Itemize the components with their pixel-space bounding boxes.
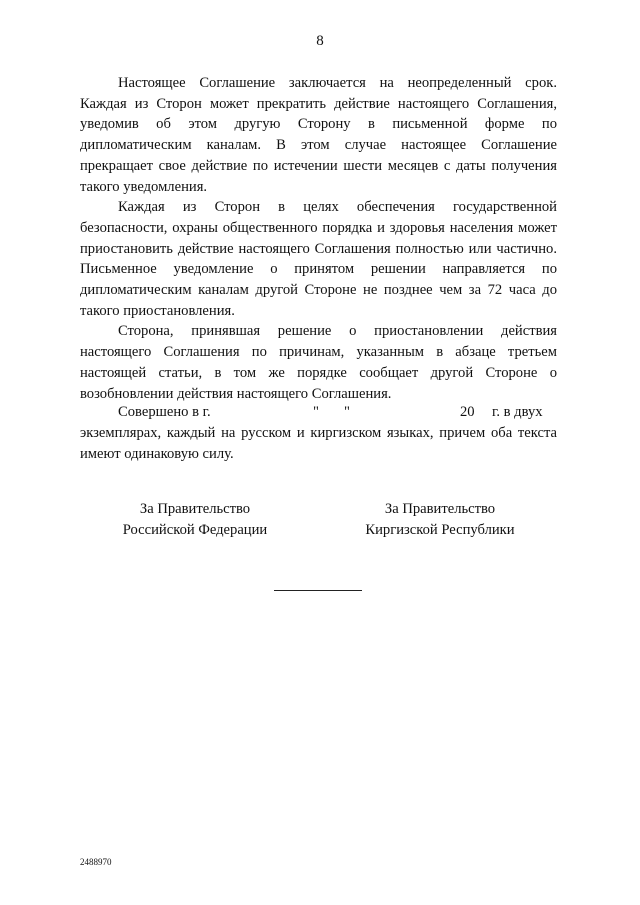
paragraph-suspension: Каждая из Сторон в целях обеспечения государственной безопасности, охраны общественного порядка и здоровья населения может приостановить действие настоящего Соглашения полностью или частично. Письменное уведомление о принятом решении направляется по дипломатическим каналам другой Стороне не позднее чем за 72 часа до такого приостановления. xyxy=(80,199,557,319)
date-quote-close: " xyxy=(344,404,350,420)
closing-rest: экземплярах, каждый на русском и киргизском языках, причем оба текста имеют одинаковую силу. xyxy=(80,425,557,462)
paragraph-term: Настоящее Соглашение заключается на неопределенный срок. Каждая из Сторон может прекратить действие настоящего Соглашения, уведомив об этом другую Сторону в письменной форме по дипломатическим каналам. В этом случае настоящее Соглашение прекращает свое действие по истечении шести месяцев с даты получения такого уведомления. xyxy=(80,75,557,195)
paragraph-resumption: Сторона, принявшая решение о приостановлении действия настоящего Соглашения по причинам, указанным в абзаце третьем настоящей статьи, в том же порядке сообщает другой Стороне о возобновлении действия настоящего Соглашения. xyxy=(80,323,557,402)
signature-russia xyxy=(110,499,280,540)
signature-russia-line1: За Правительство xyxy=(139,501,251,517)
done-in-label: Совершено в г. xyxy=(118,404,211,420)
page-number: 8 xyxy=(316,33,324,49)
signature-block xyxy=(80,499,557,543)
signature-russia-line2: Российской Федерации xyxy=(122,521,268,538)
end-separator-line xyxy=(274,590,362,591)
closing-clause xyxy=(80,402,557,464)
date-quote-open: " xyxy=(313,404,319,420)
year-suffix: г. в двух xyxy=(492,404,543,420)
document-code: 2488970 xyxy=(80,857,112,867)
year-prefix: 20 xyxy=(460,404,475,420)
signature-kyrgyzstan-line1: За Правительство xyxy=(384,501,496,517)
closing-first-line xyxy=(80,402,557,423)
signature-kyrgyzstan xyxy=(350,499,530,540)
article-text xyxy=(80,73,557,404)
signature-kyrgyzstan-line2: Киргизской Республики xyxy=(365,521,515,538)
